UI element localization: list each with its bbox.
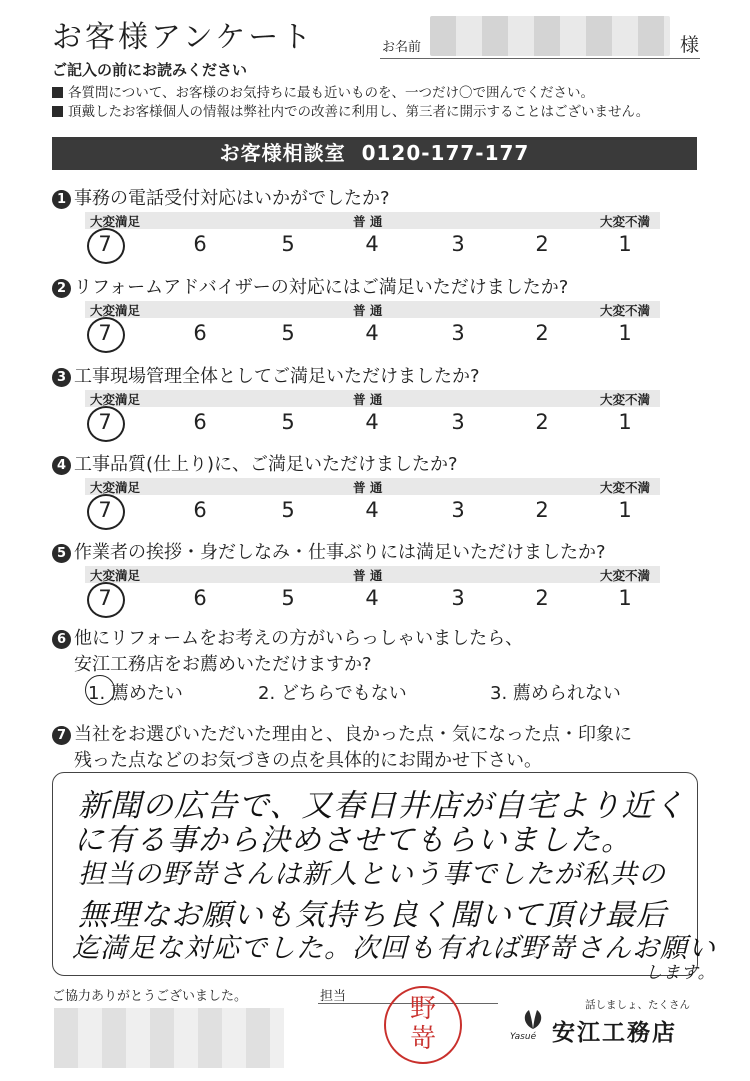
rating-option-6[interactable]: 6: [193, 498, 207, 522]
staff-label: 担当: [320, 989, 347, 1004]
scale-label: 大変満足: [90, 214, 141, 229]
scale-label: 大変不満: [600, 568, 651, 583]
rating-scale-header: [85, 301, 660, 318]
question-7-line2: 残った点などのお気づきの点を具体的にお聞かせ下さい。: [74, 750, 542, 771]
rating-option-3[interactable]: 3: [451, 586, 465, 610]
question-number-icon: 3: [52, 368, 71, 387]
question-number-icon: 4: [52, 456, 71, 475]
name-label: お名前: [382, 40, 422, 55]
option-not-recommend[interactable]: 3. 薦められない: [490, 683, 621, 704]
rating-option-6[interactable]: 6: [193, 410, 207, 434]
question-number-icon: 2: [52, 279, 71, 298]
rating-option-3[interactable]: 3: [451, 232, 465, 256]
rating-option-1[interactable]: 1: [618, 586, 632, 610]
scale-label: 大変満足: [90, 303, 141, 318]
selected-circle-mark: [87, 317, 125, 353]
question-3: 3 工事現場管理全体としてご満足いただけましたか?: [52, 362, 480, 388]
square-bullet-icon: [52, 106, 63, 117]
question-6-line2: 安江工務店をお薦めいただけますか?: [74, 654, 372, 675]
question-7: 7 当社をお選びいただいた理由と、良かった点・気になった点・印象に: [52, 720, 632, 746]
rating-option-6[interactable]: 6: [193, 321, 207, 345]
scale-label: 普 通: [353, 392, 383, 407]
rating-option-5[interactable]: 5: [281, 410, 295, 434]
company-tagline: 話しましょ、たくさん: [585, 999, 690, 1011]
question-number-icon: 1: [52, 190, 71, 209]
scale-label: 大変満足: [90, 392, 141, 407]
selected-circle-mark: [85, 675, 115, 705]
rating-option-5[interactable]: 5: [281, 498, 295, 522]
rating-option-7[interactable]: 7: [98, 586, 112, 610]
rating-scale-header: [85, 478, 660, 495]
rating-option-1[interactable]: 1: [618, 498, 632, 522]
selected-circle-mark: [87, 494, 125, 530]
question-number-icon: 5: [52, 544, 71, 563]
rating-option-5[interactable]: 5: [281, 232, 295, 256]
scale-label: 普 通: [353, 568, 383, 583]
customer-name-redacted: [430, 16, 670, 56]
rating-option-4[interactable]: 4: [365, 498, 379, 522]
scale-label: 普 通: [353, 303, 383, 318]
handwritten-line: 担当の野嵜さんは新人という事でしたが私共の: [78, 859, 666, 890]
contact-band: お客様相談室 0120-177-177: [52, 137, 697, 170]
rating-option-1[interactable]: 1: [618, 321, 632, 345]
intro-heading: ご記入の前にお読みください: [52, 61, 248, 79]
handwritten-line: 無理なお願いも気持ち良く聞いて頂け最后: [78, 898, 667, 933]
rating-option-7[interactable]: 7: [98, 410, 112, 434]
scale-label: 大変不満: [600, 480, 651, 495]
staff-seal-stamp: 野 嵜: [384, 986, 462, 1064]
question-5: 5 作業者の挨拶・身だしなみ・仕事ぶりには満足いただけましたか?: [52, 538, 606, 564]
logo-subtext: Yasué: [510, 1032, 537, 1042]
thanks-text: ご協力ありがとうございました。: [52, 989, 248, 1004]
question-2: 2 リフォームアドバイザーの対応にはご満足いただけましたか?: [52, 273, 568, 299]
rating-option-7[interactable]: 7: [98, 232, 112, 256]
scale-label: 大変満足: [90, 480, 141, 495]
rating-option-2[interactable]: 2: [535, 498, 549, 522]
rating-scale-header: [85, 390, 660, 407]
rating-option-2[interactable]: 2: [535, 586, 549, 610]
handwritten-line: 迄満足な対応でした。次回も有れば野嵜さんお願い: [72, 933, 716, 964]
rating-option-6[interactable]: 6: [193, 232, 207, 256]
rating-option-7[interactable]: 7: [98, 321, 112, 345]
selected-circle-mark: [87, 228, 125, 264]
redacted-info: [54, 1008, 284, 1068]
name-underline: [380, 58, 700, 59]
rating-option-2[interactable]: 2: [535, 232, 549, 256]
square-bullet-icon: [52, 87, 63, 98]
company-name: 安江工務店: [552, 1020, 677, 1046]
intro-note: 頂戴したお客様個人の情報は弊社内での改善に利用し、第三者に開示することはございません。: [52, 100, 649, 120]
scale-label: 普 通: [353, 214, 383, 229]
selected-circle-mark: [87, 406, 125, 442]
rating-option-2[interactable]: 2: [535, 321, 549, 345]
rating-option-3[interactable]: 3: [451, 410, 465, 434]
question-4: 4 工事品質(仕上り)に、ご満足いただけましたか?: [52, 450, 458, 476]
rating-scale-header: [85, 566, 660, 583]
leaf-logo-icon: [520, 1007, 546, 1031]
question-6: 6 他にリフォームをお考えの方がいらっしゃいましたら、: [52, 624, 523, 650]
name-suffix: 様: [680, 34, 700, 56]
handwritten-line: に有る事から決めさせてもらいました。: [74, 823, 632, 858]
rating-option-4[interactable]: 4: [365, 321, 379, 345]
question-number-icon: 6: [52, 630, 71, 649]
option-recommend[interactable]: 1. 薦めたい: [88, 679, 183, 705]
rating-option-5[interactable]: 5: [281, 586, 295, 610]
scale-label: 大変満足: [90, 568, 141, 583]
rating-option-2[interactable]: 2: [535, 410, 549, 434]
handwritten-line: します。: [645, 963, 716, 983]
intro-note: 各質問について、お客様のお気持ちに最も近いものを、一つだけ〇で囲んでください。: [52, 81, 594, 101]
rating-option-5[interactable]: 5: [281, 321, 295, 345]
rating-option-6[interactable]: 6: [193, 586, 207, 610]
scale-label: 普 通: [353, 480, 383, 495]
rating-option-1[interactable]: 1: [618, 410, 632, 434]
rating-option-4[interactable]: 4: [365, 232, 379, 256]
option-neutral[interactable]: 2. どちらでもない: [258, 683, 407, 704]
question-number-icon: 7: [52, 726, 71, 745]
rating-option-4[interactable]: 4: [365, 586, 379, 610]
rating-option-3[interactable]: 3: [451, 498, 465, 522]
selected-circle-mark: [87, 582, 125, 618]
contact-phone: 0120-177-177: [361, 141, 530, 165]
handwritten-line: 新聞の広告で、又春日井店が自宅より近く: [78, 788, 686, 824]
rating-option-4[interactable]: 4: [365, 410, 379, 434]
scale-label: 大変不満: [600, 214, 651, 229]
rating-option-3[interactable]: 3: [451, 321, 465, 345]
scale-label: 大変不満: [600, 303, 651, 318]
rating-option-1[interactable]: 1: [618, 232, 632, 256]
survey-title: お客様アンケート: [52, 20, 315, 55]
question-1: 1 事務の電話受付対応はいかがでしたか?: [52, 184, 390, 210]
scale-label: 大変不満: [600, 392, 651, 407]
rating-scale-header: [85, 212, 660, 229]
rating-option-7[interactable]: 7: [98, 498, 112, 522]
